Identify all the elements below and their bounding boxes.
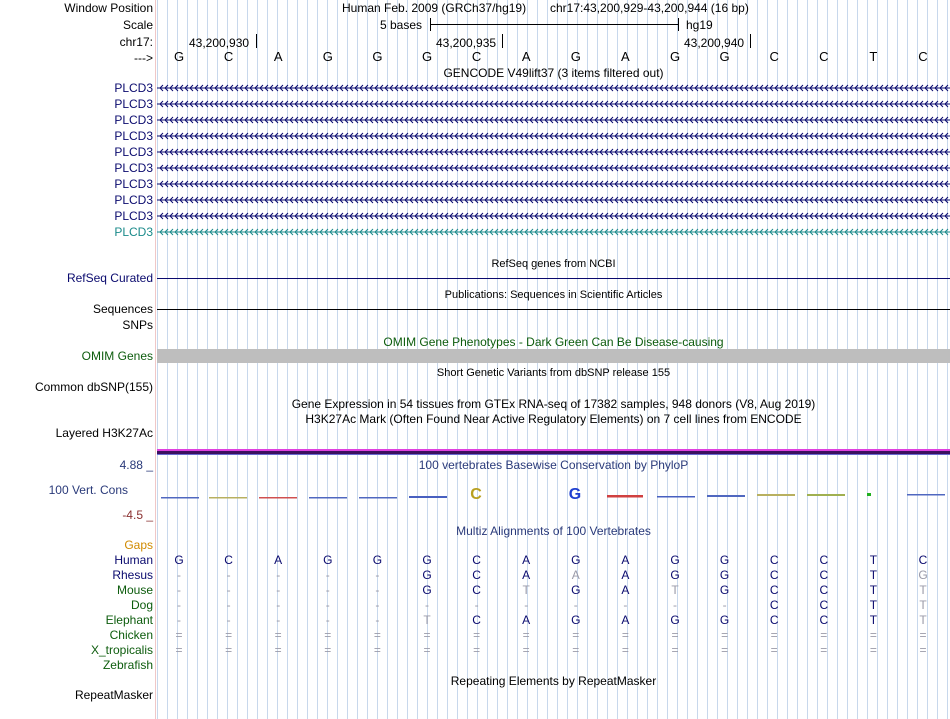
alignment-base: C xyxy=(472,583,481,597)
alignment-base: T xyxy=(869,583,878,597)
ruler-tick-label: 43,200,935 xyxy=(436,36,497,50)
species-label[interactable]: Human xyxy=(114,553,153,567)
alignment-base: = xyxy=(373,643,381,657)
gene-label[interactable]: PLCD3 xyxy=(114,81,153,95)
conservation-wiggle[interactable] xyxy=(157,483,950,503)
alignment-base: = xyxy=(324,628,332,642)
alignment-base: = xyxy=(572,643,580,657)
reference-base: G xyxy=(570,49,581,64)
alignment-base: - xyxy=(226,598,231,612)
species-label[interactable]: X_tropicalis xyxy=(90,643,153,657)
alignment-base: = xyxy=(225,643,233,657)
alignment-base: A xyxy=(522,568,531,582)
snps-label[interactable]: SNPs xyxy=(122,318,153,332)
reference-base: G xyxy=(421,49,433,64)
alignment-base: = xyxy=(522,643,530,657)
alignment-base: G xyxy=(571,613,581,627)
alignment-base: = xyxy=(721,628,729,642)
reference-base: A xyxy=(521,49,531,64)
alignment-base: T xyxy=(919,613,927,627)
omim-gene-bar[interactable] xyxy=(157,349,950,363)
alignment-base: A xyxy=(621,568,630,582)
gene-transcript-line[interactable] xyxy=(157,196,950,204)
reference-base: C xyxy=(918,49,928,64)
species-label[interactable]: Chicken xyxy=(109,628,153,642)
alignment-base: T xyxy=(869,613,878,627)
alignment-base: = xyxy=(423,643,431,657)
ruler-tick xyxy=(750,34,751,48)
alignment-base: - xyxy=(325,598,330,612)
gencode-track-title[interactable]: GENCODE V49lift37 (3 items filtered out) xyxy=(443,66,664,80)
alignment-base: - xyxy=(673,598,677,612)
alignment-base: A xyxy=(274,553,283,567)
alignment-base: - xyxy=(573,598,578,612)
alignment-base: T xyxy=(522,583,530,597)
alignment-base: - xyxy=(226,583,231,597)
gene-label[interactable]: PLCD3 xyxy=(114,177,153,191)
alignment-base: = xyxy=(770,628,778,642)
alignment-base: G xyxy=(918,568,928,582)
alignment-base: C xyxy=(472,613,481,627)
gene-label[interactable]: PLCD3 xyxy=(114,113,153,127)
conservation-bar xyxy=(161,497,199,499)
alignment-base: A xyxy=(621,583,630,597)
alignment-base: C xyxy=(819,583,829,597)
conservation-letter: G xyxy=(568,486,582,503)
alignment-base: G xyxy=(422,568,432,582)
alignment-base: C xyxy=(769,553,779,567)
alignment-base: A xyxy=(621,553,630,567)
alignment-base: G xyxy=(571,583,581,597)
strand-label: ---> xyxy=(134,51,153,65)
species-label[interactable]: Rhesus xyxy=(112,568,153,582)
alignment-base: - xyxy=(375,598,380,612)
gene-transcript-line[interactable] xyxy=(157,164,950,172)
alignment-base: - xyxy=(722,598,727,612)
gene-transcript-line[interactable] xyxy=(157,228,950,236)
ruler-tick xyxy=(256,34,257,48)
alignment-base: = xyxy=(621,643,629,657)
conservation-ymin: -4.5 _ xyxy=(122,508,153,522)
alignment-base: G xyxy=(719,568,730,582)
reference-base: G xyxy=(173,49,185,64)
alignment-base: - xyxy=(177,598,181,612)
refseq-track-label[interactable]: RefSeq Curated xyxy=(66,271,153,285)
alignment-base: - xyxy=(325,583,330,597)
label-separator xyxy=(155,0,156,719)
scale-label: Scale xyxy=(122,18,153,32)
gene-label[interactable]: PLCD3 xyxy=(114,145,153,159)
conservation-bar xyxy=(867,493,871,496)
alignment-base: G xyxy=(670,613,680,627)
alignment-base: G xyxy=(719,613,730,627)
alignment-base: = xyxy=(869,628,877,642)
gene-label[interactable]: PLCD3 xyxy=(114,193,153,207)
reference-base: G xyxy=(719,49,730,64)
assembly-title: Human Feb. 2009 (GRCh37/hg19) xyxy=(342,1,527,15)
omim-track-title[interactable]: OMIM Gene Phenotypes - Dark Green Can Be Disease-causing xyxy=(383,335,724,349)
alignment-base: G xyxy=(372,553,383,567)
conservation-bar xyxy=(359,497,397,499)
alignment-base: - xyxy=(375,568,380,582)
alignment-base: - xyxy=(226,613,231,627)
alignment-base: A xyxy=(522,553,531,567)
publications-track-label[interactable]: Sequences xyxy=(92,302,153,316)
dbsnp-track-title[interactable]: Short Genetic Variants from dbSNP release 155 xyxy=(436,367,671,379)
alignment-base: C xyxy=(472,553,481,567)
alignment-base: - xyxy=(474,598,479,612)
reference-base: G xyxy=(669,49,681,64)
alignment-base: T xyxy=(869,568,878,582)
alignment-base: = xyxy=(721,643,729,657)
reference-base: C xyxy=(223,49,234,64)
window-position: chr17:43,200,929-43,200,944 (16 bp) xyxy=(550,1,749,15)
alignment-base: G xyxy=(174,553,184,567)
reference-base: C xyxy=(471,49,482,64)
refseq-feature-line[interactable] xyxy=(157,278,950,279)
species-label[interactable]: Mouse xyxy=(116,583,153,597)
reference-base: A xyxy=(621,49,630,64)
alignment-base: A xyxy=(522,613,531,627)
dbsnp-track-label[interactable]: Common dbSNP(155) xyxy=(34,380,153,394)
alignment-base: G xyxy=(571,553,581,567)
alignment-base: G xyxy=(422,553,432,567)
reference-base: A xyxy=(273,49,283,64)
conservation-track-title[interactable]: 100 vertebrates Basewise Conservation by PhyloP xyxy=(418,458,689,472)
alignment-base: = xyxy=(175,643,183,657)
alignment-base: = xyxy=(820,628,828,642)
alignment-base: C xyxy=(819,598,829,612)
conservation-ymax: 4.88 _ xyxy=(119,458,153,472)
gene-label[interactable]: PLCD3 xyxy=(114,161,153,175)
alignment-base: = xyxy=(919,643,927,657)
alignment-base: = xyxy=(175,628,183,642)
publications-feature-line[interactable] xyxy=(157,309,950,310)
alignment-base: T xyxy=(919,583,927,597)
alignment-base: = xyxy=(373,628,381,642)
chrom-label: chr17: xyxy=(119,35,153,49)
alignment-base: - xyxy=(325,613,330,627)
gaps-label: Gaps xyxy=(124,538,153,552)
repeatmasker-track-label[interactable]: RepeatMasker xyxy=(74,688,153,702)
conservation-bar xyxy=(757,494,795,496)
alignment-base: = xyxy=(274,643,282,657)
alignment-base: - xyxy=(524,598,529,612)
gtex-track-title[interactable]: Gene Expression in 54 tissues from GTEx RNA-seq of 17382 samples, 948 donors (V8, Aug 2019) xyxy=(291,397,816,411)
alignment-base: = xyxy=(225,628,233,642)
alignment-base: - xyxy=(276,583,281,597)
alignment-base: - xyxy=(177,568,181,582)
conservation-bar xyxy=(657,496,695,498)
alignment-base: - xyxy=(276,613,281,627)
alignment-base: G xyxy=(670,568,680,582)
multiz-track-title[interactable]: Multiz Alignments of 100 Vertebrates xyxy=(456,524,651,538)
conservation-bar xyxy=(907,494,945,496)
species-label[interactable]: Elephant xyxy=(105,613,153,627)
alignment-base: G xyxy=(719,583,730,597)
conservation-bar xyxy=(259,497,297,499)
alignment-base: G xyxy=(719,553,730,567)
alignment-base: T xyxy=(869,553,878,567)
h3k27ac-track-label[interactable]: Layered H3K27Ac xyxy=(55,426,153,440)
conservation-bar xyxy=(607,495,643,498)
conservation-letter: C xyxy=(470,486,482,503)
reference-base: C xyxy=(819,49,829,64)
alignment-base: - xyxy=(276,598,281,612)
alignment-base: T xyxy=(869,598,878,612)
publications-track-title[interactable]: Publications: Sequences in Scientific Articles xyxy=(444,289,663,301)
conservation-bar xyxy=(209,497,247,499)
h3k27ac-signal-bottom xyxy=(157,454,950,455)
alignment-base: = xyxy=(919,628,927,642)
alignment-base: = xyxy=(820,643,828,657)
alignment-base: C xyxy=(819,568,829,582)
alignment-base: C xyxy=(819,553,829,567)
alignment-base: - xyxy=(375,583,380,597)
alignment-base: C xyxy=(819,613,829,627)
reference-base: G xyxy=(372,49,383,64)
gene-label[interactable]: PLCD3 xyxy=(114,129,153,143)
h3k27ac-track-title[interactable]: H3K27Ac Mark (Often Found Near Active Regulatory Elements) on 7 cell lines from ENCODE xyxy=(305,412,802,426)
alignment-base: C xyxy=(918,553,928,567)
gene-transcript-line[interactable] xyxy=(157,100,950,108)
alignment-base: = xyxy=(473,628,481,642)
conservation-bar xyxy=(807,494,845,496)
alignment-base: - xyxy=(177,583,181,597)
alignment-base: G xyxy=(670,553,680,567)
conservation-bar xyxy=(707,495,745,497)
scale-text: 5 bases xyxy=(380,18,423,32)
ruler-tick-label: 43,200,930 xyxy=(189,36,250,50)
alignment-base: = xyxy=(770,643,778,657)
alignment-base: T xyxy=(919,598,927,612)
scale-bar xyxy=(430,24,678,25)
reference-base: T xyxy=(869,49,878,64)
alignment-base: G xyxy=(323,553,333,567)
alignment-base: - xyxy=(325,568,330,582)
alignment-base: = xyxy=(572,628,580,642)
species-label[interactable]: Dog xyxy=(130,598,153,612)
alignment-base: - xyxy=(177,613,181,627)
gene-label[interactable]: PLCD3 xyxy=(114,209,153,223)
alignment-base: = xyxy=(621,628,629,642)
conservation-track-label[interactable]: 100 Vert. Cons xyxy=(48,483,128,497)
gene-transcript-line[interactable] xyxy=(157,116,950,124)
alignment-base: - xyxy=(623,598,628,612)
alignment-base: C xyxy=(769,568,779,582)
alignment-base: A xyxy=(571,568,580,582)
alignment-base: - xyxy=(276,568,281,582)
alignment-base: T xyxy=(671,583,679,597)
alignment-base: = xyxy=(423,628,431,642)
alignment-base: - xyxy=(425,598,429,612)
alignment-base: C xyxy=(769,598,779,612)
ruler-tick xyxy=(502,34,503,48)
reference-base: C xyxy=(769,49,779,64)
alignment-base: C xyxy=(769,613,779,627)
scale-bar-end xyxy=(678,18,679,31)
alignment-base: - xyxy=(226,568,231,582)
gene-transcript-line[interactable] xyxy=(157,148,950,156)
alignment-base: G xyxy=(422,583,432,597)
reference-base: G xyxy=(322,49,333,64)
alignment-base: = xyxy=(324,643,332,657)
conservation-bar xyxy=(309,497,347,499)
alignment-base: T xyxy=(423,613,431,627)
gene-transcript-line[interactable] xyxy=(157,132,950,140)
scale-db: hg19 xyxy=(686,18,713,32)
conservation-bar xyxy=(409,496,447,498)
gene-transcript-line[interactable] xyxy=(157,84,950,92)
alignment-base: - xyxy=(375,613,380,627)
ruler-tick-label: 43,200,940 xyxy=(684,36,745,50)
alignment-base: = xyxy=(869,643,877,657)
alignment-base: = xyxy=(473,643,481,657)
gene-label[interactable]: PLCD3 xyxy=(114,225,153,239)
species-label[interactable]: Zebrafish xyxy=(102,658,153,672)
refseq-track-title[interactable]: RefSeq genes from NCBI xyxy=(491,258,616,270)
gene-transcript-line[interactable] xyxy=(157,212,950,220)
alignment-base: = xyxy=(522,628,530,642)
alignment-base: A xyxy=(621,613,630,627)
alignment-base: C xyxy=(472,568,481,582)
repeatmasker-track-title[interactable]: Repeating Elements by RepeatMasker xyxy=(450,674,657,688)
alignment-base: C xyxy=(224,553,233,567)
gene-label[interactable]: PLCD3 xyxy=(114,97,153,111)
omim-track-label[interactable]: OMIM Genes xyxy=(81,349,153,363)
alignment-base: = xyxy=(671,643,679,657)
alignment-base: = xyxy=(274,628,282,642)
alignment-base: = xyxy=(671,628,679,642)
alignment-base: C xyxy=(769,583,779,597)
window-position-label: Window Position xyxy=(64,1,153,15)
gene-transcript-line[interactable] xyxy=(157,180,950,188)
